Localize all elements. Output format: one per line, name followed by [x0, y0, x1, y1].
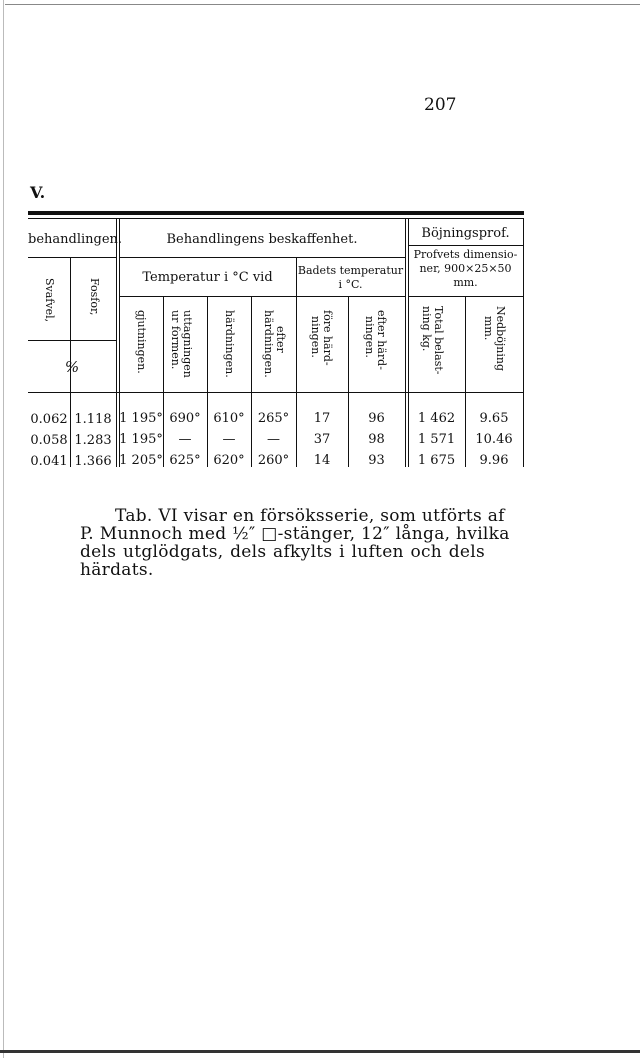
cell-nedbojning: 10.46 — [475, 432, 513, 447]
header-efter-bad-2: ningen. — [363, 316, 376, 358]
header-efter-hard-1: efter — [274, 326, 287, 353]
page-number: 207 — [424, 95, 457, 115]
cell-svafvel: 0.058 — [30, 433, 68, 448]
header-profvets: Profvets dimensio- — [413, 248, 518, 261]
col-divider — [523, 218, 524, 467]
page-edge-left — [3, 0, 4, 1058]
cell-uttagningen: 690° — [169, 411, 201, 426]
cell-nedbojning: 9.96 — [479, 453, 509, 468]
cell-efter-hardningen: — — [267, 432, 280, 447]
paragraph-line: P. Munnoch med ½″ □-stänger, 12″ långa, hvilka — [80, 524, 510, 544]
header-hardningen: härdningen. — [223, 310, 236, 378]
paragraph-line: härdats. — [80, 560, 154, 580]
header-bottom-rule — [28, 392, 524, 393]
header-uttagningen-2: ur formen. — [169, 310, 182, 370]
row-divider — [408, 245, 523, 246]
cell-efter-hardningen: 260° — [257, 453, 290, 468]
row-divider — [28, 340, 116, 341]
paragraph-line: Tab. VI visar en försöksserie, som utförts af — [115, 506, 505, 526]
cell-total: 1 675 — [417, 453, 456, 468]
header-fore-2: ningen. — [309, 316, 322, 358]
col-divider — [405, 218, 406, 467]
header-nedbojning-1: Nedböjning — [494, 306, 507, 371]
page-edge-bottom — [0, 1050, 640, 1053]
cell-hardningen: 620° — [213, 453, 245, 468]
cell-efter: 98 — [368, 432, 385, 447]
cell-gjutningen: 1 195° — [119, 432, 163, 447]
cell-total: 1 571 — [417, 432, 456, 447]
cell-svafvel: 0.041 — [30, 454, 68, 469]
header-uttagningen-1: uttagningen — [181, 310, 194, 378]
cell-fore: 14 — [313, 453, 331, 468]
cell-fore: 17 — [313, 411, 331, 426]
cell-fosfor: 1.118 — [74, 412, 112, 427]
header-efter-hard-2: härdningen. — [262, 310, 275, 378]
header-svafvel: Svafvel, — [43, 278, 56, 323]
cell-gjutningen: 1 195° — [119, 411, 163, 426]
header-badets-2: i °C. — [338, 278, 363, 291]
header-behandlingen: behandlingen. — [28, 232, 123, 247]
cell-uttagningen: 625° — [169, 453, 201, 468]
body-paragraph — [80, 506, 510, 580]
header-gjutningen: gjutningen. — [135, 310, 148, 374]
row-divider — [119, 296, 405, 297]
cell-nedbojning: 9.65 — [479, 411, 509, 426]
col-divider — [116, 218, 117, 467]
cell-efter-hardningen: 265° — [257, 411, 290, 426]
header-fosfor: Fosfor, — [88, 278, 101, 316]
cell-total: 1 462 — [417, 411, 456, 426]
header-fore-1: före härd- — [321, 310, 334, 366]
section-label: V. — [30, 183, 46, 202]
cell-gjutningen: 1 205° — [119, 453, 163, 468]
cell-hardningen: 610° — [213, 411, 245, 426]
header-mm: mm. — [453, 276, 478, 289]
cell-fosfor: 1.366 — [74, 454, 112, 469]
table-top-rule-thin — [28, 218, 524, 219]
header-percent: % — [64, 358, 80, 376]
header-nedbojning-2: mm. — [482, 316, 495, 341]
paragraph-line: dels utglödgats, dels afkylts i luften och dels — [80, 542, 485, 562]
row-divider — [119, 257, 405, 258]
table-top-rule — [28, 211, 524, 215]
row-divider — [28, 257, 116, 258]
cell-fosfor: 1.283 — [74, 433, 112, 448]
header-ner: ner, 900×25×50 — [419, 262, 512, 275]
cell-svafvel: 0.062 — [30, 412, 68, 427]
row-divider — [408, 296, 523, 297]
header-temperatur: Temperatur i °C vid — [142, 270, 273, 285]
cell-fore: 37 — [313, 432, 331, 447]
header-beskaffenhet: Behandlingens beskaffenhet. — [166, 232, 358, 247]
header-bojningsprof: Böjningsprof. — [421, 226, 510, 241]
cell-hardningen: — — [222, 432, 236, 447]
header-efter-bad-1: efter härd- — [375, 310, 388, 370]
header-badets-1: Badets temperatur — [297, 264, 404, 277]
cell-efter: 96 — [368, 411, 385, 426]
header-total-2: ning kg. — [420, 306, 433, 352]
col-divider — [119, 218, 120, 467]
header-total-1: Total belast- — [432, 306, 445, 375]
cell-uttagningen: — — [178, 432, 192, 447]
cell-efter: 93 — [368, 453, 385, 468]
page-edge-top — [5, 4, 640, 5]
